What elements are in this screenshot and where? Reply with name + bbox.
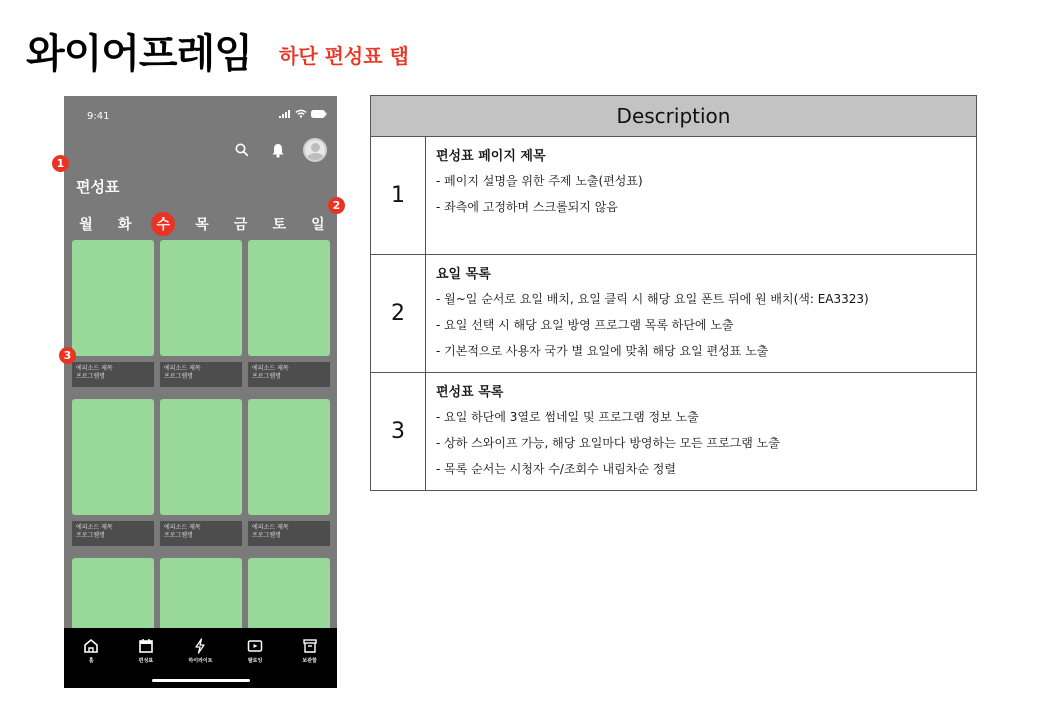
program-thumbnail[interactable] <box>160 399 242 515</box>
episode-title: 에피소드 제목 <box>164 365 201 372</box>
description-header: Description <box>371 96 977 137</box>
row-number: 1 <box>371 137 426 255</box>
episode-title: 에피소드 제목 <box>164 524 201 531</box>
calendar-icon <box>138 638 154 654</box>
program-name: 프로그램명 <box>252 373 281 380</box>
day-2[interactable]: 수 <box>151 212 175 236</box>
tab-4[interactable] <box>287 638 333 688</box>
bell-icon[interactable] <box>267 139 289 161</box>
program-card[interactable] <box>72 399 154 558</box>
row-bullet: - 요일 선택 시 해당 요일 방영 프로그램 목록 하단에 노출 <box>436 318 734 332</box>
program-thumbnail[interactable] <box>72 399 154 515</box>
tab-label: 홈 <box>88 658 94 664</box>
episode-title: 에피소드 제목 <box>252 524 289 531</box>
row-bullet: - 월~일 순서로 요일 배치, 요일 클릭 시 해당 요일 폰트 뒤에 원 배치(색: EA3323) <box>436 292 869 306</box>
home-indicator <box>152 679 250 682</box>
day-5[interactable]: 토 <box>272 217 287 233</box>
day-0[interactable]: 월 <box>79 217 93 233</box>
row-number: 3 <box>371 373 426 491</box>
program-card[interactable] <box>160 399 242 558</box>
row-bullet: - 좌측에 고정하며 스크롤되지 않음 <box>436 200 618 214</box>
program-info <box>160 362 242 387</box>
program-card[interactable] <box>72 240 154 399</box>
top-icons <box>231 138 327 162</box>
day-1[interactable]: 화 <box>117 217 132 233</box>
signal-icon <box>279 110 291 118</box>
description-table <box>370 95 977 491</box>
phone-wireframe <box>64 96 337 688</box>
row-title: 요일 목록 <box>436 267 491 282</box>
program-name: 프로그램명 <box>252 532 281 539</box>
episode-title: 에피소드 제목 <box>76 365 113 372</box>
status-icons <box>279 109 327 118</box>
tab-label: 팔로잉 <box>247 658 263 664</box>
schedule-title: 편성표 <box>76 178 120 196</box>
tab-label: 보관함 <box>302 658 317 664</box>
search-icon[interactable] <box>231 139 253 161</box>
row-bullet: - 목록 순서는 시청자 수/조회수 내림차순 정렬 <box>436 462 676 476</box>
home-icon <box>83 638 99 654</box>
program-info <box>72 521 154 546</box>
row-title: 편성표 페이지 제목 <box>436 149 546 164</box>
program-thumbnail[interactable] <box>72 240 154 356</box>
row-bullet: - 기본적으로 사용자 국가 별 요일에 맞춰 해당 요일 편성표 노출 <box>436 344 769 358</box>
row-content <box>426 373 977 491</box>
program-info <box>248 362 330 387</box>
annotation-marker-3: 3 <box>59 347 76 364</box>
row-content <box>426 255 977 373</box>
program-card[interactable] <box>248 240 330 399</box>
program-card[interactable] <box>160 240 242 399</box>
row-title: 편성표 목록 <box>436 385 504 400</box>
page-subtitle: 하단 편성표 탭 <box>279 44 409 68</box>
tab-label: 편성표 <box>138 658 154 664</box>
program-info <box>72 362 154 387</box>
program-info <box>160 521 242 546</box>
program-name: 프로그램명 <box>164 373 193 380</box>
day-6[interactable]: 일 <box>311 217 325 233</box>
annotation-marker-1: 1 <box>52 155 69 172</box>
schedule-grid <box>72 240 330 674</box>
program-card[interactable] <box>248 399 330 558</box>
row-bullet: - 상하 스와이프 가능, 해당 요일마다 방영하는 모든 프로그램 노출 <box>436 436 780 450</box>
wifi-icon <box>295 109 307 118</box>
tab-0[interactable] <box>68 638 114 688</box>
status-time: 9:41 <box>87 111 110 122</box>
description-row <box>371 373 977 491</box>
tab-label: 하이라이트 <box>188 658 213 664</box>
avatar[interactable] <box>303 138 327 162</box>
row-content <box>426 137 977 255</box>
program-thumbnail[interactable] <box>248 399 330 515</box>
program-name: 프로그램명 <box>76 532 105 539</box>
description-row <box>371 137 977 255</box>
program-name: 프로그램명 <box>164 532 193 539</box>
description-row <box>371 255 977 373</box>
row-number: 2 <box>371 255 426 373</box>
day-4[interactable]: 금 <box>233 217 248 233</box>
row-bullet: - 요일 하단에 3열로 썸네일 및 프로그램 정보 노출 <box>436 410 699 424</box>
day-3[interactable]: 목 <box>195 217 209 233</box>
battery-icon <box>311 110 327 118</box>
lightning-icon <box>192 638 208 654</box>
program-thumbnail[interactable] <box>160 240 242 356</box>
episode-title: 에피소드 제목 <box>76 524 113 531</box>
program-info <box>248 521 330 546</box>
program-name: 프로그램명 <box>76 373 105 380</box>
program-thumbnail[interactable] <box>248 240 330 356</box>
annotation-marker-2: 2 <box>328 197 345 214</box>
archive-icon <box>302 638 318 654</box>
episode-title: 에피소드 제목 <box>252 365 289 372</box>
page-title: 와이어프레임 <box>26 31 252 77</box>
row-bullet: - 페이지 설명을 위한 주제 노출(편성표) <box>436 174 643 188</box>
day-selector <box>74 212 330 236</box>
play-icon <box>247 638 263 654</box>
